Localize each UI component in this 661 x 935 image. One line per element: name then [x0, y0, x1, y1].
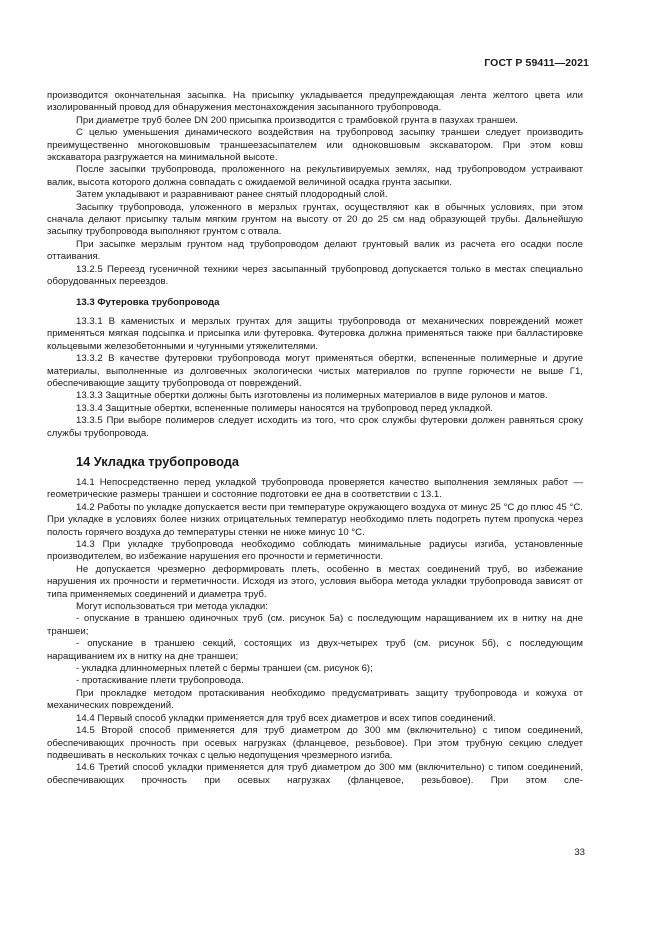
paragraph: 13.3.3 Защитные обертки должны быть изготовлены из полимерных материалов в виде рулонов и матов.	[76, 390, 548, 402]
paragraph: После засыпки трубопровода, проложенного на рекультивируемых землях, над трубопроводом устраивают валик, высота которого должна совпадать с ожидаемой величиной осадка грунта засыпки.	[47, 164, 583, 188]
paragraph: При засыпке мерзлым грунтом над трубопроводом делают грунтовый валик из расчета его осадки после оттаивания.	[47, 238, 583, 263]
paragraph: производится окончательная засыпка. На присыпку укладывается предупреждающая лента желтого цвета или изолированный провод для обнаружения местонахождения засыпанного трубопровода.	[47, 90, 583, 114]
list-item: - опускание в траншею одиночных труб (см. рисунок 5а) с последующим наращиванием их в нитку на дне траншеи;	[47, 613, 583, 637]
list-item: - протаскивание плети трубопровода.	[76, 675, 244, 687]
paragraph: Могут использоваться три метода укладки:	[76, 601, 268, 613]
paragraph: Затем укладывают и разравнивают ранее снятый плодородный слой.	[76, 189, 388, 201]
subsection-heading-13-3: 13.3 Футеровка трубопровода	[76, 296, 220, 308]
paragraph: 14.4 Первый способ укладки применяется для труб всех диаметров и всех типов соединений.	[76, 712, 496, 724]
paragraph: С целью уменьшения динамического воздействия на трубопровод засыпку траншеи следует производить преимущественно многоковшовым траншеезасыпателем или одноковшовым экскаватором. При этом ковш экскаватора разгружается на минимальной высоте.	[47, 127, 583, 164]
paragraph: 14.2 Работы по укладке допускается вести при температуре окружающего воздуха от минус 25 °С до плюс 45 °С. При укладке в условиях более низких отрицательных температур необходимо плеть подогреть путем пропуска через полость горячего воздуха до температуры стенки не ниже минус 10 °С.	[47, 501, 583, 538]
paragraph: 14.6 Третий способ укладки применяется для труб диаметром до 300 мм (включительно) с типом соединений, обеспечивающих прочность при осевых нагрузках (фланцевое, резьбовое). При этом сле-	[47, 762, 583, 786]
paragraph: При диаметре труб более DN 200 присыпка производится с трамбовкой грунта в пазухах траншеи.	[76, 114, 519, 126]
paragraph: При прокладке методом протаскивания необходимо предусматривать защиту трубопровода и кожуха от механических повреждений.	[47, 687, 583, 712]
paragraph: 13.3.4 Защитные обертки, вспененные полимеры наносятся на трубопровод перед укладкой.	[76, 402, 493, 414]
paragraph: 14.5 Второй способ применяется для труб диаметром до 300 мм (включительно) с типом соединений, обеспечивающих прочность при осевых нагрузках (фланцевое, резьбовое). При этом трубную секцию следует подвешивать в нескольких точках с целью недопущения чрезмерного изгиба.	[47, 725, 583, 761]
section-heading-14: 14 Укладка трубопровода	[76, 453, 239, 469]
paragraph: 14.1 Непосредственно перед укладкой трубопровода проверяется качество выполнения земляных работ — геометрические размеры траншеи и состояние подготовки ее дна в соответствии с 13.1.	[47, 476, 583, 501]
list-item: - опускание в траншею секций, состоящих из двух-четырех труб (см. рисунок 5б), с последующим наращиванием их в нитку на дне траншеи;	[47, 638, 583, 662]
paragraph: Не допускается чрезмерно деформировать плеть, особенно в местах соединений труб, во избежание нарушения их прочности и герметичности. Исходя из этого, условия выбора метода укладки трубопровода зависят от типа применяемых соединений и диаметра труб.	[47, 563, 583, 600]
list-item: - укладка длинномерных плетей с бермы траншеи (см. рисунок 6);	[76, 663, 373, 675]
paragraph: 13.2.5 Переезд гусеничной техники через засыпанный трубопровод допускается только в местах специально оборудованных переездов.	[47, 263, 583, 288]
document-body	[47, 90, 583, 787]
paragraph: Засыпку трубопровода, уложенного в мерзлых грунтах, осуществляют как в обычных условиях, при этом сначала делают присыпку талым мягким грунтом на высоту от 20 до 25 см над образующей трубы. Дальнейшую засыпку трубопровода выполняют грунтом с отвала.	[47, 201, 583, 238]
paragraph: 14.3 При укладке трубопровода необходимо соблюдать минимальные радиусы изгиба, установленные производителем, во избежание нарушения его прочности и герметичности.	[47, 539, 583, 563]
paragraph: 13.3.5 При выборе полимеров следует исходить из того, что срок службы футеровки должен равняться сроку службы трубопровода.	[47, 415, 583, 439]
page-number: 33	[574, 847, 585, 858]
paragraph: 13.3.2 В качестве футеровки трубопровода могут применяться обертки, вспененные полимерные и другие материалы, выполненные из долговечных экологически чистых материалов по группе горючести не выше Г1, обеспечивающие защиту трубопровода от повреждений.	[47, 353, 583, 389]
paragraph: 13.3.1 В каменистых и мерзлых грунтах для защиты трубопровода от механических повреждений может применяться мягкая подсыпка и присыпка или футеровка. Футеровка должна применяться также при балластировке кольцевыми железобетонными и чугунными утяжелителями.	[47, 315, 583, 352]
standard-number: ГОСТ Р 59411—2021	[484, 57, 589, 69]
